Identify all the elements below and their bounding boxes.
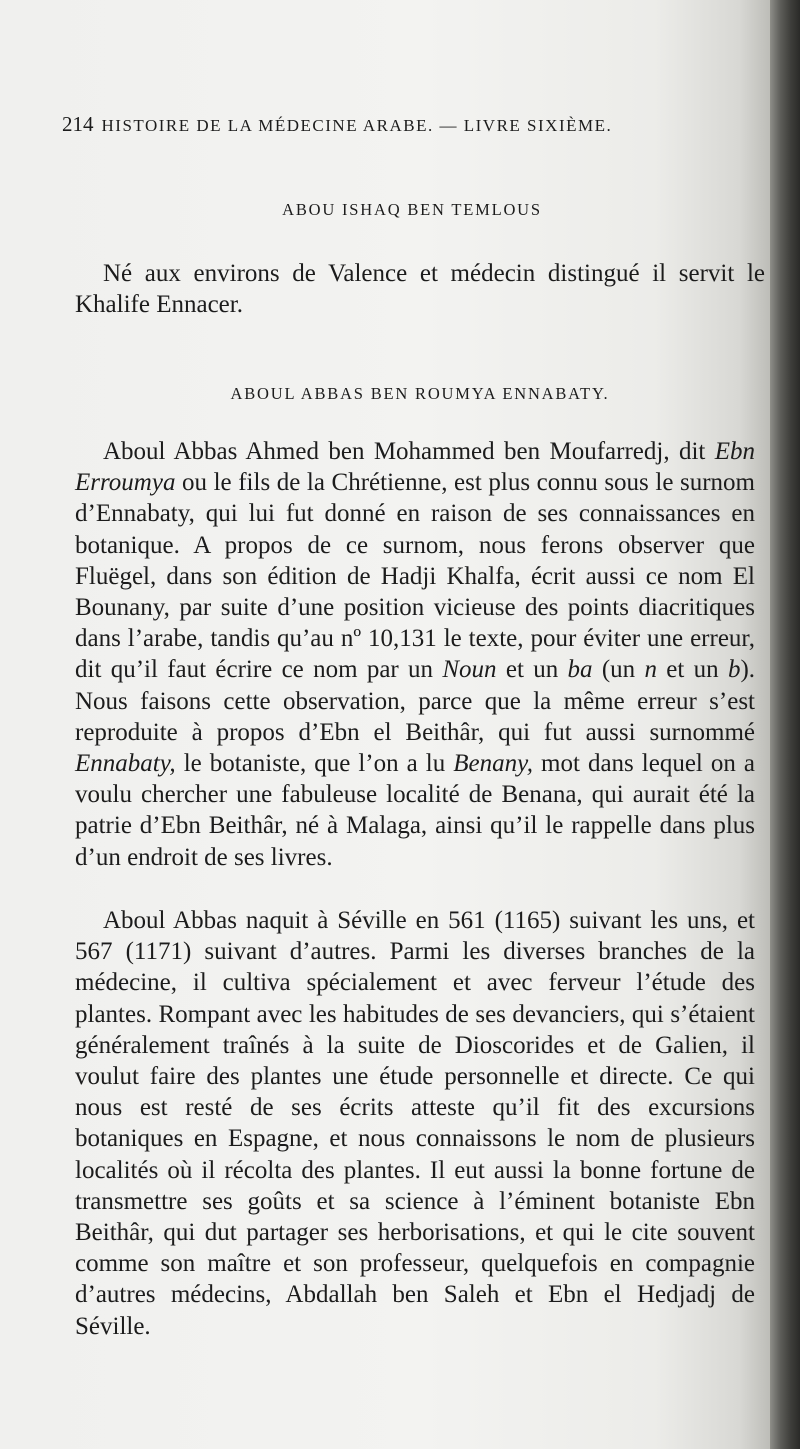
italic-run: ba <box>567 656 593 684</box>
text-run: le botaniste, que l’on a lu <box>175 750 454 778</box>
italic-run: Benany, <box>453 750 534 778</box>
text-run: (un <box>592 656 645 684</box>
paragraph-abou-ishaq: Né aux environs de Valence et médecin distingué il servit le Khalife Ennacer. <box>75 260 765 319</box>
text-run: ou le fils de la Chrétienne, est plus connu sous le surnom d’Ennabaty, qui lui fut donné en raison de ses connaissances en botanique. A propos de ce surnom, nous ferons observer que Fluëgel, dans son édition de Hadji Khalfa, écrit aussi ce nom El Bounany, par suite d’une position vicieuse des points diacritiques dans l’arabe, tandis qu’au nº 10,131 le texte, pour éviter une erreur, dit qu’il faut écrire ce nom par un <box>75 469 755 684</box>
italic-run: n <box>644 656 657 684</box>
text-run: Aboul Abbas Ahmed ben Mohammed ben Moufarredj, dit <box>103 438 715 465</box>
paragraph-aboul-abbas-2: Aboul Abbas naquit à Séville en 561 (1165) suivant les uns, et 567 (1171) suivant d’autres. Parmi les diverses branches de la médecine, il cultiva spécialement et avec ferveur l’étude des plantes. Rompant avec les habitudes de ses devanciers, qui s’étaient généralement traînés à la suite de Dioscorides et de Galien, il voulut faire des plantes une étude personnelle et directe. Ce qui nous est resté de ses écrits atteste qu’il fit des excursions botaniques en Espagne, et nous connaissons le nom de plusieurs localités où il récolta des plantes. Il eut aussi la bonne fortune de transmettre ses goûts et sa science à l’éminent botaniste Ebn Beithâr, qui dut partager ses herborisations, et qui le cite souvent comme son maître et son professeur, quelquefois en compagnie d’autres médecins, Abdallah ben Saleh et Ebn el Hedjadj de Séville. <box>75 907 755 1340</box>
italic-run: Ebn Erroumya <box>75 438 755 497</box>
page-number: 214 <box>62 112 94 136</box>
running-header <box>62 112 692 137</box>
italic-run: Noun <box>442 656 497 684</box>
italic-run: Ennabaty, <box>75 750 176 778</box>
italic-run: b <box>727 656 741 684</box>
running-title: HISTOIRE DE LA MÉDECINE ARABE. — LIVRE SIXIÈME. <box>101 116 613 135</box>
section-title-abou-ishaq: ABOU ISHAQ BEN TEMLOUS <box>282 200 542 219</box>
section-title-aboul-abbas: ABOUL ABBAS BEN ROUMYA ENNABATY. <box>230 384 610 403</box>
text-run: mot dans lequel on a voulu chercher une fabuleuse localité de Benana, qui aurait été la patrie d’Ebn Beithâr, né à Malaga, ainsi qu’il le rappelle dans plus d’un endroit de ses livres. <box>75 750 755 871</box>
text-run: ). Nous faisons cette observation, parce que la même erreur s’est reproduite à propos d’Ebn el Beithâr, qui fut aussi surnommé <box>75 656 756 746</box>
text-run: et un <box>656 656 728 684</box>
paragraph-aboul-abbas-1 <box>75 436 755 873</box>
text-run: et un <box>496 656 568 684</box>
book-gutter-shadow <box>770 0 800 1449</box>
